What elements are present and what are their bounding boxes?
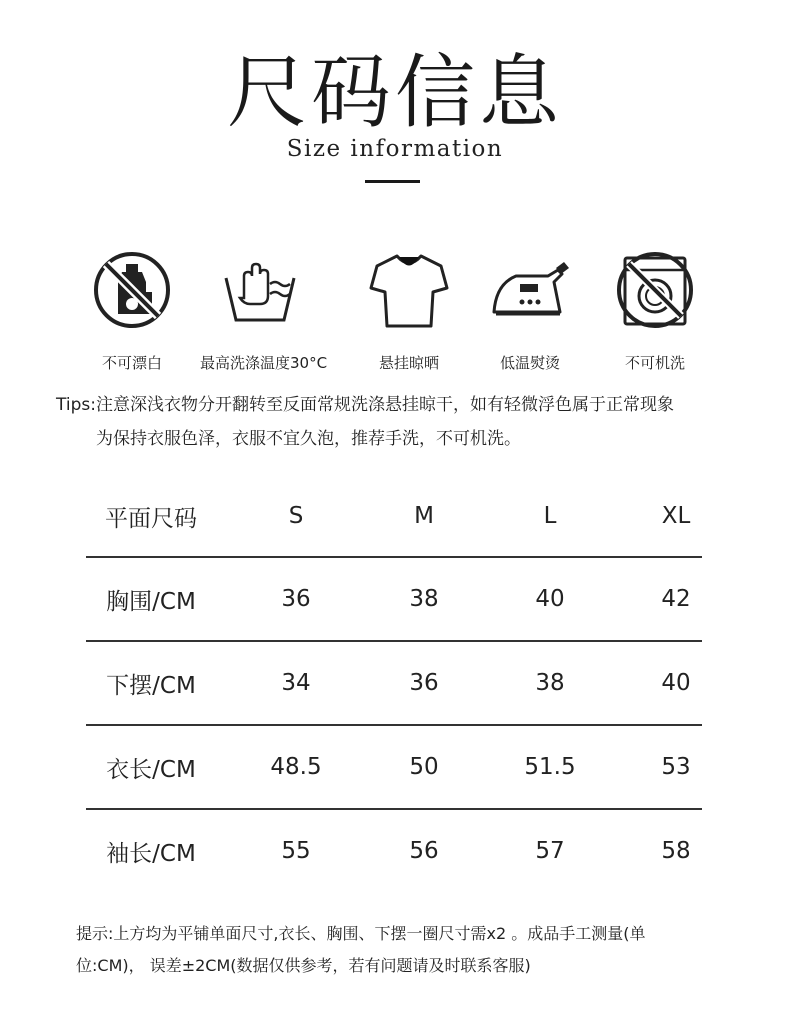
table-row — [86, 724, 702, 808]
note-line-1: 提示:上方均为平铺单面尺寸,衣长、胸围、下摆一圈尺寸需x2 。成品手工测量(单 — [76, 924, 646, 943]
table-cell: 36 — [409, 670, 439, 696]
care-item-hang-dry — [349, 248, 469, 373]
table-cell: 36 — [281, 586, 311, 612]
low-temp-iron-icon — [488, 248, 572, 332]
page-title-cn: 尺码信息 — [227, 46, 563, 139]
header-size-label: 平面尺码 — [105, 505, 197, 532]
care-item-hand-wash — [200, 248, 328, 373]
table-cell: 51.5 — [524, 754, 576, 780]
care-label: 不可漂白 — [101, 354, 162, 372]
care-label: 低温熨烫 — [499, 354, 560, 372]
care-label: 悬挂晾晒 — [378, 354, 439, 372]
size-table — [86, 476, 702, 892]
row-label: 下摆/CM — [106, 672, 196, 699]
table-cell: 38 — [409, 586, 439, 612]
care-label: 最高洗涤温度30°C — [200, 354, 328, 372]
measurement-note — [76, 918, 726, 982]
care-label: 不可机洗 — [624, 354, 685, 372]
care-item-low-temp-iron — [470, 248, 590, 373]
note-line-2: 位:CM)， 误差±2CM(数据仅供参考，若有问题请及时联系客服) — [76, 956, 531, 975]
row-label: 袖长/CM — [106, 840, 196, 867]
header-size-xl: XL — [661, 503, 691, 529]
hand-wash-icon — [218, 248, 302, 332]
no-bleach-icon — [90, 248, 174, 332]
table-header-row — [86, 476, 702, 556]
table-row — [86, 556, 702, 640]
table-cell: 38 — [535, 670, 565, 696]
table-cell: 53 — [661, 754, 691, 780]
table-row — [86, 808, 702, 892]
table-cell: 56 — [409, 838, 439, 864]
title-divider — [365, 180, 420, 183]
page-title-en: Size information — [286, 136, 504, 162]
table-cell: 40 — [535, 586, 565, 612]
tips-line-2: 为保持衣服色泽，衣服不宜久泡，推荐手洗，不可机洗。 — [96, 429, 521, 449]
table-cell: 50 — [409, 754, 439, 780]
tips-line-1: Tips:注意深浅衣物分开翻转至反面常规洗涤悬挂晾干，如有轻微浮色属于正常现象 — [56, 395, 674, 415]
care-item-no-bleach — [72, 248, 192, 373]
table-cell: 40 — [661, 670, 691, 696]
header-size-m: M — [414, 503, 434, 529]
table-cell: 55 — [281, 838, 311, 864]
table-cell: 42 — [661, 586, 691, 612]
table-row — [86, 640, 702, 724]
care-item-no-machine-wash — [595, 248, 715, 373]
table-cell: 57 — [535, 838, 565, 864]
table-cell: 34 — [281, 670, 311, 696]
hang-dry-icon — [367, 248, 451, 332]
row-label: 胸围/CM — [106, 588, 196, 615]
table-cell: 48.5 — [270, 754, 322, 780]
table-cell: 58 — [661, 838, 691, 864]
header-size-l: L — [543, 503, 557, 529]
care-tips — [56, 388, 756, 456]
row-label: 衣长/CM — [106, 756, 196, 783]
no-machine-wash-icon — [613, 248, 697, 332]
header-size-s: S — [288, 503, 304, 529]
